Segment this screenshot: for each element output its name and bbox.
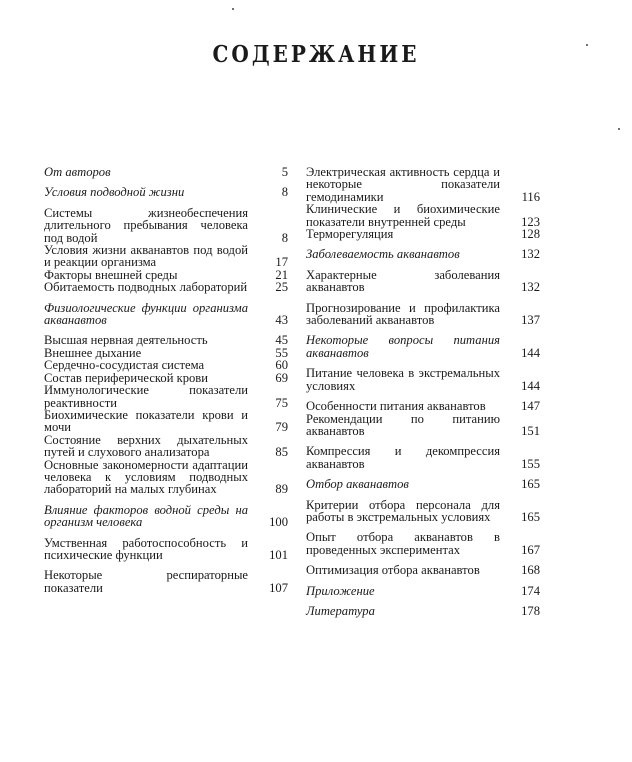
toc-entry-title: Высшая нервная деятельность — [44, 333, 208, 348]
toc-section-heading — [306, 478, 540, 490]
toc-entry-title: Компрессия и декомпрессия акванавтов — [306, 444, 500, 471]
toc-entry — [306, 499, 540, 524]
toc-entry — [306, 302, 540, 327]
toc-entry — [44, 384, 288, 409]
toc-page-number: 128 — [521, 227, 540, 242]
toc-page-number: 60 — [275, 358, 288, 373]
toc-page-number: 8 — [281, 230, 288, 245]
toc-entry-title: Прогнозирование и профилактика заболеваний акванавтов — [306, 300, 500, 328]
toc-entry — [306, 228, 540, 240]
toc-entry-title: Критерии отбора персонала для работы в экстремальных условиях — [306, 497, 500, 524]
toc-entry-title: Факторы внешней среды — [44, 267, 178, 282]
toc-entry-title: Условия жизни акванавтов под водой и реакции организма — [44, 243, 248, 270]
toc-right-column — [306, 166, 540, 617]
toc-entry-title: Основные закономерности адаптации человека к условиям подводных лабораторий на малых глубинах — [44, 457, 248, 497]
toc-entry-title: Опыт отбора акванавтов в проведенных экспериментах — [306, 530, 500, 557]
toc-section-heading — [44, 186, 288, 198]
toc-entry — [306, 400, 540, 412]
toc-entry — [44, 409, 288, 434]
toc-section-heading — [44, 302, 288, 327]
toc-page-number: 174 — [521, 583, 540, 598]
toc-page-number: 144 — [521, 378, 540, 393]
toc-page-number: 165 — [521, 477, 540, 492]
toc-page-number: 147 — [521, 399, 540, 414]
toc-entry — [44, 334, 288, 346]
toc-page-number: 89 — [275, 482, 288, 497]
toc-page-number: 167 — [521, 542, 540, 557]
toc-section-heading — [44, 504, 288, 529]
toc-entry — [306, 269, 540, 294]
toc-entry — [306, 531, 540, 556]
toc-page-number: 165 — [521, 509, 540, 524]
toc-entry-title: Влияние факторов водной среды на организм человека — [44, 502, 248, 530]
toc-page-number: 151 — [521, 423, 540, 438]
toc-entry — [306, 564, 540, 576]
toc-entry — [306, 445, 540, 470]
toc-entry-title: Биохимические показатели крови и мочи — [44, 407, 248, 435]
toc-entry-title: Литература — [306, 603, 375, 618]
toc-page-number: 100 — [269, 515, 288, 530]
toc-entry — [306, 367, 540, 392]
toc-entry-title: Электрическая активность сердца и некоторые показатели гемодинамики — [306, 165, 500, 204]
toc-entry-title: Физиологические функции организма акванавтов — [44, 300, 248, 328]
toc-entry-title: Системы жизнеобеспечения длительного пребывания человека под водой — [44, 205, 248, 245]
toc-entry — [44, 244, 288, 269]
toc-entry — [44, 569, 288, 594]
toc-entry-title: Особенности питания акванавтов — [306, 399, 486, 414]
toc-page-number: 55 — [275, 345, 288, 360]
toc-entry — [44, 434, 288, 459]
toc-entry-title: Отбор акванавтов — [306, 477, 409, 492]
toc-section-heading — [306, 605, 540, 617]
toc-entry-title: Клинические и биохимические показатели внутренней среды — [306, 202, 500, 229]
toc-entry-title: Состав периферической крови — [44, 370, 208, 385]
toc-entry — [306, 203, 540, 228]
toc-page-number: 155 — [521, 456, 540, 471]
toc-section-heading — [306, 585, 540, 597]
toc-page-number: 132 — [521, 247, 540, 262]
toc-entry-title: Приложение — [306, 583, 375, 598]
toc-entry-title: Терморегуляция — [306, 227, 394, 242]
toc-page-number: 137 — [521, 313, 540, 328]
toc-entry-title: Обитаемость подводных лабораторий — [44, 280, 248, 295]
toc-entry — [306, 413, 540, 438]
toc-page-number: 123 — [521, 214, 540, 229]
toc-entry-title: Питание человека в экстремальных условиях — [306, 366, 500, 393]
toc-page-number: 132 — [521, 280, 540, 295]
toc-entry-title: Внешнее дыхание — [44, 345, 142, 360]
toc-page-number: 21 — [275, 267, 288, 282]
toc-entry-title: Сердечно-сосудистая система — [44, 358, 205, 373]
toc-page-number: 116 — [521, 189, 540, 204]
toc-entry — [44, 359, 288, 371]
page-title: СОДЕРЖАНИЕ — [212, 40, 420, 68]
toc-page-number: 79 — [275, 420, 288, 435]
toc-page-number: 168 — [521, 563, 540, 578]
toc-entry-title: Характерные заболевания акванавтов — [306, 267, 500, 295]
toc-page-number: 85 — [275, 445, 288, 460]
toc-entry-title: Заболеваемость акванавтов — [306, 247, 460, 262]
toc-page-number: 45 — [275, 333, 288, 348]
toc-page-number: 178 — [521, 603, 540, 618]
scan-speck — [586, 44, 588, 46]
toc-entry — [44, 281, 288, 293]
toc-entry-title: Рекомендации по питанию акванавтов — [306, 411, 500, 438]
scan-speck — [232, 8, 234, 10]
toc-section-heading — [44, 166, 288, 178]
toc-page-number: 144 — [521, 345, 540, 360]
toc-entry — [44, 459, 288, 496]
toc-entry-title: Некоторые вопросы питания акванавтов — [306, 333, 500, 360]
toc-entry-title: Оптимизация отбора акванавтов — [306, 563, 480, 578]
scan-speck — [618, 128, 620, 130]
toc-page-number: 75 — [275, 395, 288, 410]
toc-page-number: 107 — [269, 580, 288, 595]
toc-page-number: 101 — [269, 547, 288, 562]
toc-page-number: 17 — [275, 255, 288, 270]
toc-section-heading — [306, 248, 540, 260]
toc-left-column — [44, 166, 288, 594]
toc-page-number: 25 — [275, 280, 288, 295]
toc-page-number: 43 — [275, 313, 288, 328]
toc-entry-title: Иммунологические показатели реактивности — [44, 383, 248, 410]
toc-page-number: 5 — [281, 165, 288, 179]
toc-page-number: 69 — [275, 370, 288, 385]
toc-entry-title: Состояние верхних дыхательных путей и слухового анализатора — [44, 432, 248, 460]
toc-entry-title: Условия подводной жизни — [44, 185, 185, 200]
toc-entry-title: От авторов — [44, 165, 111, 179]
toc-entry-title: Некоторые респираторные показатели — [44, 568, 248, 595]
toc-page-number: 8 — [281, 185, 288, 200]
toc-section-heading — [306, 334, 540, 359]
toc-entry — [44, 207, 288, 244]
toc-entry-title: Умственная работоспособность и психические функции — [44, 535, 248, 562]
toc-entry — [44, 537, 288, 562]
toc-entry — [306, 166, 540, 203]
